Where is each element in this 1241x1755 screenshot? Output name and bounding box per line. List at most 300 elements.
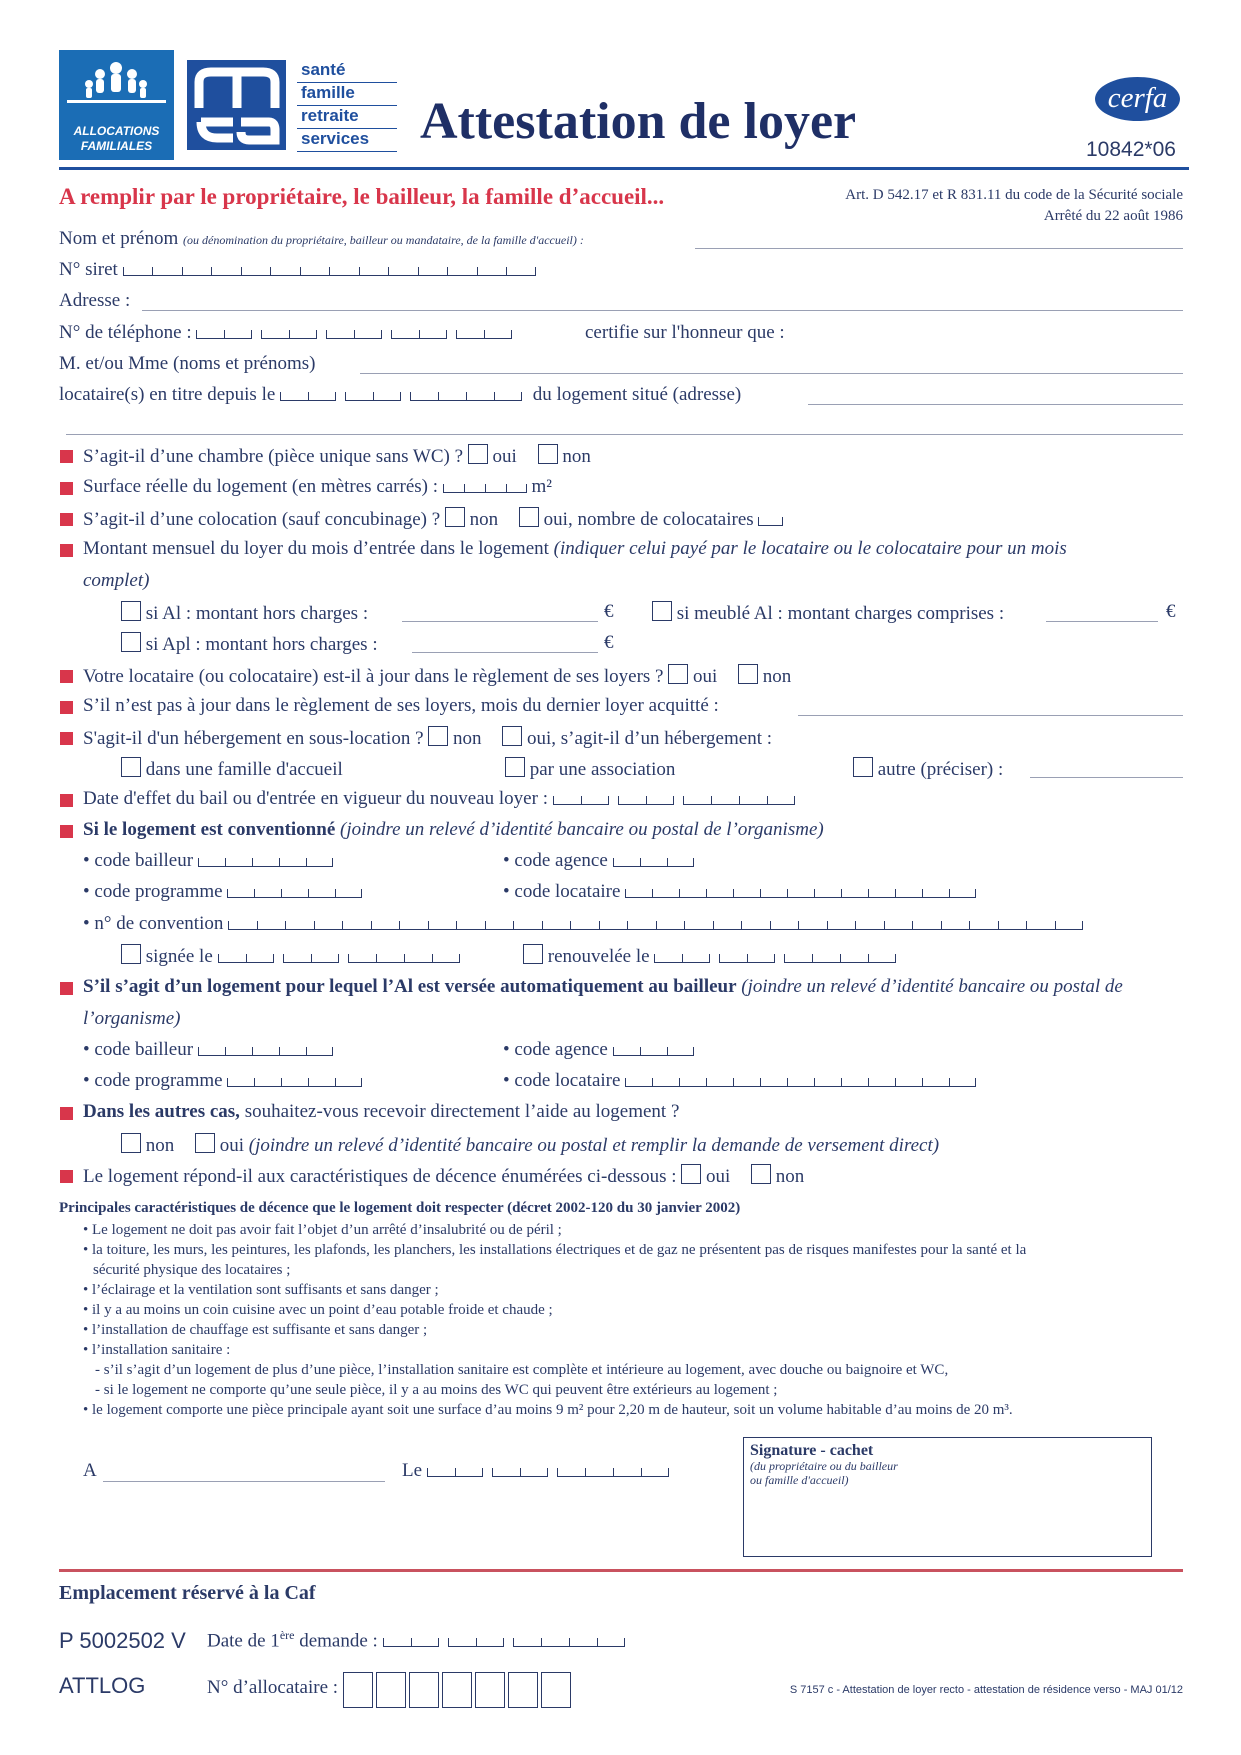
comb-cell[interactable] <box>492 1468 520 1477</box>
apl-row <box>121 632 378 656</box>
comb-cell[interactable] <box>868 1078 895 1087</box>
comb-cell[interactable] <box>345 392 373 401</box>
comb-cell[interactable] <box>280 392 308 401</box>
comb-cell[interactable] <box>311 954 339 963</box>
q5-label: Votre locataire (ou colocataire) est-il à jour dans le règlement de ses loyers ? <box>83 666 664 687</box>
q1-row <box>83 444 591 468</box>
comb-cell[interactable] <box>1055 921 1084 930</box>
code-programme-label: • code programme <box>83 881 223 902</box>
comb-cell[interactable] <box>868 889 895 898</box>
apl-checkbox[interactable] <box>121 632 141 652</box>
comb-cell[interactable] <box>477 267 507 276</box>
comb-cell[interactable] <box>348 954 376 963</box>
comb-cell[interactable] <box>308 889 335 898</box>
comb-cell[interactable] <box>428 921 457 930</box>
al-meuble-amount-field[interactable] <box>1046 621 1158 622</box>
comb-cell[interactable] <box>279 1047 306 1056</box>
comb-cell[interactable] <box>713 921 742 930</box>
autre-checkbox[interactable] <box>853 757 873 777</box>
comb-cell[interactable] <box>747 954 775 963</box>
comb-cell[interactable] <box>456 330 484 339</box>
logement-field-2[interactable] <box>66 434 1183 435</box>
q5-non-checkbox[interactable] <box>738 664 758 684</box>
comb-cell[interactable] <box>306 1047 333 1056</box>
comb-cell[interactable] <box>466 392 494 401</box>
comb-cell[interactable] <box>252 1047 279 1056</box>
comb-group <box>613 851 694 873</box>
decence-item: • Le logement ne doit pas avoir fait l’objet d’un arrêté d’insalubrité ou de péril ; <box>83 1222 562 1238</box>
bullet-icon <box>60 1170 73 1183</box>
renouvelee-checkbox[interactable] <box>523 944 543 964</box>
comb-cell[interactable] <box>314 921 343 930</box>
q5-oui-label: oui <box>693 666 718 687</box>
comb-cell[interactable] <box>388 267 418 276</box>
comb-cell[interactable] <box>767 796 795 805</box>
decence-item: • l’éclairage et la ventilation sont suffisants et sans danger ; <box>83 1282 439 1298</box>
association-checkbox[interactable] <box>505 757 525 777</box>
convention-field[interactable] <box>228 914 1083 936</box>
comb-cell[interactable] <box>285 921 314 930</box>
code-bailleur-field[interactable] <box>198 851 333 873</box>
comb-cell[interactable] <box>884 921 913 930</box>
q1-oui-label: oui <box>492 446 517 467</box>
renouvelee-label: renouvelée le <box>547 946 650 967</box>
code-programme-row-2 <box>83 1070 362 1093</box>
q4-hint: (indiquer celui payé par le locataire ou le colocataire pour un mois <box>553 538 1067 559</box>
comb-cell[interactable] <box>198 858 225 867</box>
comb-cell[interactable] <box>354 330 382 339</box>
cerfa-number: 10842*06 <box>1086 138 1176 161</box>
bullet-icon <box>60 482 73 495</box>
siret-field[interactable] <box>123 260 536 282</box>
q7-oui-checkbox[interactable] <box>502 726 522 746</box>
q1-non-label: non <box>562 446 591 467</box>
comb-cell[interactable] <box>998 921 1027 930</box>
comb-cell[interactable] <box>300 267 330 276</box>
comb-group <box>456 323 512 345</box>
comb-cell[interactable] <box>922 889 949 898</box>
comb-cell[interactable] <box>841 1078 868 1087</box>
comb-cell[interactable] <box>411 1638 439 1647</box>
comb-cell[interactable] <box>613 1047 640 1056</box>
comb-cell[interactable] <box>667 858 694 867</box>
bullet-icon <box>60 513 73 526</box>
autre-label: autre (préciser) : <box>877 759 1004 780</box>
lieu-field[interactable] <box>103 1481 385 1482</box>
comb-cell[interactable] <box>419 330 447 339</box>
q9-row <box>83 819 824 841</box>
decence-item: • le logement comporte une pièce principale ayant soit une surface d’au moins 9 m² pour 2,20 m de hauteur, soit un volume habitable d’au moins de 20 m³. <box>83 1402 1013 1418</box>
caf-logo-text-2: FAMILIALES <box>80 139 153 153</box>
msa-item: retraite <box>297 106 397 129</box>
since-date-field[interactable] <box>280 385 522 407</box>
comb-cell[interactable] <box>814 889 841 898</box>
comb-cell[interactable] <box>447 267 477 276</box>
comb-cell[interactable] <box>758 517 783 526</box>
comb-cell[interactable] <box>418 267 448 276</box>
comb-cell[interactable] <box>827 921 856 930</box>
code-locataire-label: • code locataire <box>503 881 621 902</box>
comb-cell[interactable] <box>326 330 354 339</box>
first-request-label-2: demande : <box>294 1630 378 1652</box>
comb-cell[interactable] <box>513 921 542 930</box>
comb-cell[interactable] <box>289 330 317 339</box>
comb-cell[interactable] <box>228 921 257 930</box>
comb-cell[interactable] <box>270 267 300 276</box>
comb-cell[interactable] <box>613 858 640 867</box>
first-request-date-field[interactable] <box>383 1631 625 1653</box>
comb-cell[interactable] <box>625 1078 652 1087</box>
comb-cell[interactable] <box>557 1468 585 1477</box>
footer-code: P 5002502 V <box>59 1628 186 1653</box>
code-locataire-row <box>503 881 976 904</box>
comb-cell[interactable] <box>641 1468 669 1477</box>
comb-cell[interactable] <box>760 889 787 898</box>
adresse-field[interactable] <box>142 310 1183 311</box>
comb-cell[interactable] <box>308 1078 335 1087</box>
comb-cell[interactable] <box>455 1468 483 1477</box>
q10-row <box>83 976 1123 998</box>
comb-cell[interactable] <box>542 921 571 930</box>
comb-cell[interactable] <box>476 1638 504 1647</box>
signee-date-field[interactable] <box>218 947 460 969</box>
comb-cell[interactable] <box>652 1078 679 1087</box>
comb-cell[interactable] <box>640 858 667 867</box>
comb-cell[interactable] <box>798 921 827 930</box>
comb-group <box>492 1461 548 1483</box>
apl-euro: € <box>604 632 614 653</box>
comb-cell[interactable] <box>682 954 710 963</box>
comb-cell[interactable] <box>679 889 706 898</box>
q1-non-checkbox[interactable] <box>538 444 558 464</box>
comb-cell[interactable] <box>359 267 389 276</box>
allocataire-digit-box[interactable] <box>442 1672 472 1708</box>
comb-cell[interactable] <box>410 392 438 401</box>
allocataire-digit-box[interactable] <box>508 1672 538 1708</box>
autre-field[interactable] <box>1030 777 1183 778</box>
comb-cell[interactable] <box>283 954 311 963</box>
convention-label: • n° de convention <box>83 913 224 934</box>
comb-cell[interactable] <box>868 954 896 963</box>
comb-cell[interactable] <box>261 330 289 339</box>
comb-cell[interactable] <box>427 1468 455 1477</box>
comb-cell[interactable] <box>570 921 599 930</box>
comb-cell[interactable] <box>599 921 628 930</box>
comb-cell[interactable] <box>224 330 252 339</box>
comb-cell[interactable] <box>241 267 271 276</box>
comb-cell[interactable] <box>281 889 308 898</box>
q3-non-checkbox[interactable] <box>445 507 465 527</box>
comb-group <box>283 947 339 969</box>
comb-cell[interactable] <box>684 921 713 930</box>
comb-cell[interactable] <box>227 889 254 898</box>
comb-cell[interactable] <box>741 921 770 930</box>
comb-cell[interactable] <box>581 796 609 805</box>
comb-cell[interactable] <box>335 1078 362 1087</box>
comb-cell[interactable] <box>383 1638 411 1647</box>
q6-field[interactable] <box>798 715 1183 716</box>
comb-cell[interactable] <box>770 921 799 930</box>
code-locataire-field[interactable] <box>625 882 976 904</box>
q3-oui-checkbox[interactable] <box>519 507 539 527</box>
comb-cell[interactable] <box>196 330 224 339</box>
tel-field[interactable] <box>196 323 512 345</box>
code-bailleur-label: • code bailleur <box>83 1039 194 1060</box>
q7-label: S'agit-il d'un hébergement en sous-location ? <box>83 728 424 749</box>
signature-box[interactable] <box>743 1437 1152 1557</box>
tenants-field[interactable] <box>360 373 1183 374</box>
intro-heading: A remplir par le propriétaire, le bailleur, la famille d’accueil... <box>59 184 665 209</box>
legal-ref-2: Arrêté du 22 août 1986 <box>1043 208 1183 224</box>
famille-option <box>121 757 343 781</box>
comb-cell[interactable] <box>667 1047 694 1056</box>
code-agence-row-2 <box>503 1039 694 1062</box>
comb-cell[interactable] <box>760 1078 787 1087</box>
comb-cell[interactable] <box>652 889 679 898</box>
comb-cell[interactable] <box>640 1047 667 1056</box>
colocataires-field[interactable] <box>758 510 783 532</box>
nom-field[interactable] <box>695 248 1183 249</box>
comb-cell[interactable] <box>787 889 814 898</box>
allocataire-digit-box[interactable] <box>343 1672 373 1708</box>
comb-cell[interactable] <box>404 954 432 963</box>
comb-cell[interactable] <box>625 889 652 898</box>
al-meuble-label: si meublé Al : montant charges comprises : <box>676 603 1005 624</box>
signee-checkbox[interactable] <box>121 944 141 964</box>
comb-cell[interactable] <box>257 921 286 930</box>
comb-cell[interactable] <box>306 858 333 867</box>
decence-item: • la toiture, les murs, les peintures, les plafonds, les planchers, les installations électriques et de gaz ne présentent pas de risques manifestes pour la santé et la <box>83 1242 1027 1258</box>
comb-cell[interactable] <box>618 796 646 805</box>
msa-logo <box>187 60 286 150</box>
comb-cell[interactable] <box>1026 921 1055 930</box>
surface-field[interactable] <box>443 477 527 499</box>
comb-cell[interactable] <box>812 954 840 963</box>
code-bailleur-field[interactable] <box>198 1040 333 1062</box>
msa-item: services <box>297 129 397 152</box>
comb-group <box>198 851 333 873</box>
q1-oui-checkbox[interactable] <box>468 444 488 464</box>
allocataire-digit-box[interactable] <box>541 1672 571 1708</box>
bullet-icon <box>60 794 73 807</box>
code-bailleur-row <box>83 850 333 873</box>
al-checkbox[interactable] <box>121 601 141 621</box>
bullet-icon <box>60 670 73 683</box>
comb-cell[interactable] <box>895 1078 922 1087</box>
comb-cell[interactable] <box>683 796 711 805</box>
comb-cell[interactable] <box>123 267 153 276</box>
tenants-label: M. et/ou Mme (noms et prénoms) <box>59 353 316 374</box>
comb-cell[interactable] <box>912 921 941 930</box>
decence-item: sécurité physique des locataires ; <box>93 1262 291 1278</box>
q11-options <box>121 1133 939 1157</box>
comb-cell[interactable] <box>335 889 362 898</box>
allocataire-field[interactable] <box>343 1672 574 1708</box>
q8-row <box>83 788 795 811</box>
comb-cell[interactable] <box>949 889 976 898</box>
comb-cell[interactable] <box>218 954 246 963</box>
code-locataire-field[interactable] <box>625 1071 976 1093</box>
comb-cell[interactable] <box>506 484 527 493</box>
comb-cell[interactable] <box>225 858 252 867</box>
comb-cell[interactable] <box>569 1638 597 1647</box>
bail-date-field[interactable] <box>553 789 795 811</box>
comb-cell[interactable] <box>646 796 674 805</box>
logement-label: du logement situé (adresse) <box>532 384 742 405</box>
comb-cell[interactable] <box>949 1078 976 1087</box>
code-agence-field[interactable] <box>613 851 694 873</box>
signature-date-field[interactable] <box>427 1461 669 1483</box>
comb-cell[interactable] <box>733 889 760 898</box>
comb-group <box>391 323 447 345</box>
comb-cell[interactable] <box>597 1638 625 1647</box>
comb-cell[interactable] <box>553 796 581 805</box>
bullet-icon <box>60 544 73 557</box>
comb-cell[interactable] <box>252 858 279 867</box>
allocataire-digit-box[interactable] <box>376 1672 406 1708</box>
q12-oui-checkbox[interactable] <box>681 1164 701 1184</box>
comb-cell[interactable] <box>941 921 970 930</box>
m2-unit: m² <box>531 476 553 497</box>
comb-cell[interactable] <box>373 392 401 401</box>
comb-cell[interactable] <box>182 267 212 276</box>
allocataire-digit-box[interactable] <box>409 1672 439 1708</box>
cerfa-logo-text: cerfa <box>1107 82 1168 114</box>
comb-cell[interactable] <box>841 889 868 898</box>
msa-mark-icon <box>187 60 286 150</box>
al-amount-field[interactable] <box>402 621 598 622</box>
apl-amount-field[interactable] <box>412 652 598 653</box>
siret-row <box>59 259 536 282</box>
decence-list <box>83 1220 1183 1420</box>
comb-cell[interactable] <box>211 267 241 276</box>
caf-family-icon <box>59 54 174 124</box>
convention-row <box>83 913 1083 936</box>
decence-item: • l’installation sanitaire : <box>83 1342 231 1358</box>
comb-cell[interactable] <box>520 1468 548 1477</box>
renouvelee-date-field[interactable] <box>654 947 896 969</box>
comb-cell[interactable] <box>225 1047 252 1056</box>
logement-field[interactable] <box>808 404 1183 405</box>
comb-cell[interactable] <box>399 921 428 930</box>
comb-cell[interactable] <box>922 1078 949 1087</box>
famille-label: dans une famille d'accueil <box>145 759 343 780</box>
comb-cell[interactable] <box>391 330 419 339</box>
form-reference: S 7157 c - Attestation de loyer recto - attestation de résidence verso - MAJ 01/12 <box>789 1684 1183 1696</box>
comb-cell[interactable] <box>448 1638 476 1647</box>
comb-cell[interactable] <box>613 1468 641 1477</box>
comb-cell[interactable] <box>198 1047 225 1056</box>
q12-non-checkbox[interactable] <box>751 1164 771 1184</box>
comb-cell[interactable] <box>585 1468 613 1477</box>
comb-cell[interactable] <box>227 1078 254 1087</box>
bullet-icon <box>60 732 73 745</box>
comb-cell[interactable] <box>895 889 922 898</box>
comb-cell[interactable] <box>329 267 359 276</box>
q5-oui-checkbox[interactable] <box>668 664 688 684</box>
comb-cell[interactable] <box>814 1078 841 1087</box>
comb-cell[interactable] <box>840 954 868 963</box>
comb-cell[interactable] <box>739 796 767 805</box>
comb-cell[interactable] <box>254 1078 281 1087</box>
comb-cell[interactable] <box>246 954 274 963</box>
q12-label: Le logement répond-il aux caractéristiques de décence énumérées ci-dessous : <box>83 1166 677 1187</box>
comb-cell[interactable] <box>719 954 747 963</box>
comb-group <box>613 1040 694 1062</box>
comb-cell[interactable] <box>679 1078 706 1087</box>
comb-cell[interactable] <box>371 921 400 930</box>
comb-cell[interactable] <box>279 858 306 867</box>
comb-cell[interactable] <box>484 330 512 339</box>
since-row <box>59 384 741 407</box>
q4-row <box>83 538 1067 560</box>
allocataire-digit-box[interactable] <box>475 1672 505 1708</box>
al-meuble-checkbox[interactable] <box>652 601 672 621</box>
q7-non-checkbox[interactable] <box>428 726 448 746</box>
al-row <box>121 601 368 625</box>
comb-cell[interactable] <box>784 954 812 963</box>
comb-cell[interactable] <box>513 1638 541 1647</box>
comb-cell[interactable] <box>656 921 685 930</box>
comb-cell[interactable] <box>152 267 182 276</box>
renouvelee-row <box>523 944 896 969</box>
comb-cell[interactable] <box>376 954 404 963</box>
comb-cell[interactable] <box>485 921 514 930</box>
code-programme-field[interactable] <box>227 1071 362 1093</box>
comb-cell[interactable] <box>443 484 464 493</box>
comb-cell[interactable] <box>711 796 739 805</box>
q12-non-label: non <box>775 1166 805 1187</box>
comb-cell[interactable] <box>506 267 536 276</box>
comb-cell[interactable] <box>438 392 466 401</box>
comb-cell[interactable] <box>627 921 656 930</box>
q11-row <box>83 1101 679 1123</box>
q4-hint-2: complet) <box>83 570 150 591</box>
comb-group <box>280 385 336 407</box>
comb-cell[interactable] <box>654 954 682 963</box>
comb-cell[interactable] <box>456 921 485 930</box>
comb-cell[interactable] <box>706 889 733 898</box>
comb-cell[interactable] <box>308 392 336 401</box>
comb-cell[interactable] <box>254 889 281 898</box>
comb-cell[interactable] <box>541 1638 569 1647</box>
comb-cell[interactable] <box>342 921 371 930</box>
comb-cell[interactable] <box>706 1078 733 1087</box>
comb-cell[interactable] <box>733 1078 760 1087</box>
famille-checkbox[interactable] <box>121 757 141 777</box>
le-row <box>402 1460 669 1483</box>
comb-cell[interactable] <box>494 392 522 401</box>
comb-cell[interactable] <box>432 954 460 963</box>
comb-cell[interactable] <box>969 921 998 930</box>
comb-group <box>345 385 401 407</box>
comb-cell[interactable] <box>787 1078 814 1087</box>
comb-cell[interactable] <box>464 484 485 493</box>
q11-non-checkbox[interactable] <box>121 1133 141 1153</box>
q8-label: Date d'effet du bail ou d'entrée en vigueur du nouveau loyer : <box>83 788 548 809</box>
comb-cell[interactable] <box>281 1078 308 1087</box>
q11-oui-checkbox[interactable] <box>195 1133 215 1153</box>
comb-group <box>198 1040 333 1062</box>
comb-cell[interactable] <box>855 921 884 930</box>
decence-item: - si le logement ne comporte qu’une seule pièce, il y a au moins des WC qui peuvent être extérieurs au logement ; <box>95 1382 778 1398</box>
code-programme-field[interactable] <box>227 882 362 904</box>
q10-hint: (joindre un relevé d’identité bancaire ou postal de <box>741 976 1123 997</box>
comb-cell[interactable] <box>485 484 506 493</box>
code-agence-field[interactable] <box>613 1040 694 1062</box>
comb-group <box>553 789 609 811</box>
comb-group <box>557 1461 669 1483</box>
